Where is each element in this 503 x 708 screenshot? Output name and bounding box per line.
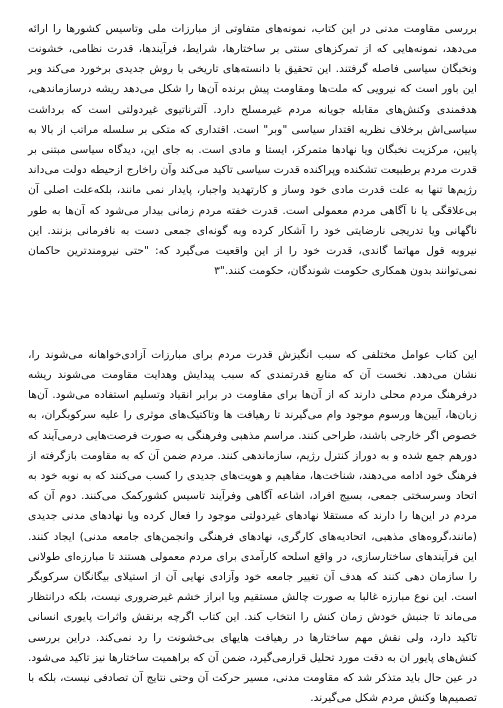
- paragraph-people-power-factors: این کتاب عوامل مختلفی که سبب انگیزش قدرت مردم برای مبارزات آزادی‌خواهانه می‌شوند را، نشان می‌دهد. نخست آن که منابع قدرتمندی که سبب پیدایش وهدایت مقاومت می‌شوند ریشه درفرهنگ مردم محلی دارند که از آن‌ها برای مقاومت در برابر انقیاد وتسلیم استفاده می‌شود. آن‌ها زبان‌ها، آیین‌ها ورسوم موجود وام می‌گیرند تا رهیافت ها وتاکتیک‌های موثری را علیه سرکوبگران، به خصوص اگر خارجی باشند، طراحی کنند. مراسم مذهبی وفرهنگی به صورت فرصت‌هایی درمی‌آیند که دورهم جمع شده و به دوراز کنترل رژیم، سازماندهی کنند. مردم ضمن آن که به مقاومت بازگرفته از فرهنگ خود ادامه می‌دهند، شناخت‌ها، مفاهیم و هویت‌های جدیدی را کسب می‌کنند که به نوبه خود به اتحاد وسرسختی جمعی، بسیج افراد، اشاعه آگاهی وفرآیند تاسیس کشورکمک می‌کنند. دوم آن که مردم در این‌ها را دارند که مستقلا نهادهای غیردولتی موجود را فعال کرده ویا نهادهای مدنی جدیدی (مانند،گروه‌های مذهبی، اتحادیه‌های کارگری، نهادهای فرهنگی وانجمن‌های جامعه مدنی) ایجاد کنند. این فرآیندهای ساختارسازی، در واقع اسلحه کارآمدی برای مردم معمولی هستند تا مبارزه‌ای طولانی را سازمان دهی کنند که هدف آن تغییر جامعه خود وآزادی نهایی آن از استیلای بیگانگان سرکوبگر است. این نوع مبارزه غالبا به صورت چالش مستقیم ویا ابراز خشم غیرضروری نیست، بلکه درانتظار می‌ماند تا جنبش خودش زمان کنش را انتخاب کند. این کتاب اگرچه برنقش واثرات پایوری انسانی تاکید دارد، ولی نقش مهم ساختارها در رهیافت هایهای بی‌خشونت را رد نمی‌کند. دراین بررسی کنش‌های پایور ان به دقت مورد تحلیل قرارمی‌گیرد، ضمن آن که براهمیت ساختارها نیز تاکید می‌شود. در عین حال باید متذکر شد که مقاومت مدنی، مسیر حرکت آن وحتی نتایج آن تصادفی نیست، بلکه با تصمیم‌ها وکنش مردم شکل می‌گیرند.: [28, 347, 477, 705]
- paragraph-civil-resistance: بررسی مقاومت مدنی در این کتاب، نمونه‌های متفاوتی از مبارزات ملی وتاسیس کشورها را ارائه می‌دهد، نمونه‌هایی که از تمرکزهای سنتی بر ساختارها، شرایط، فرآیندها، قدرت نظامی، خشونت ونخبگان سیاسی فاصله گرفتند. این تحقیق با دانسته‌های تاریخی با روش جدیدی برخورد می‌کند وبر این باور است که نیرویی که ملت‌ها ومقاومت پیش برنده آن‌ها را شکل می‌دهد ریشه درسازماندهی، هدفمندی وکنش‌های مقابله جویانه مردم غیرمسلح دارد. آلترناتیوی غیردولتی است که برداشت سیاسی‌اش برخلاف نظریه اقتدار سیاسی "وبر" است. اقتداری که متکی بر سلسله مراتب از بالا به پایین، مرکزیت نخبگان ویا نهادها متمرکز، ایستا و مادی است. به جای این، دیدگاه سیاسی مبتنی بر قدرت مردم برطبیعت تشکنده وپراکنده قدرت سیاسی تاکید می‌کند وآن راخارج ازحیطه دولت می‌داند رژیم‌ها تنها به علت قدرت مادی خود وساز و کارتهدید واجبار، پایدار نمی مانند، بلکه‌علت اصلی آن بی‌علاقگی یا نا آگاهی مردم معمولی است. قدرت خفته مردم زمانی بیدار می‌شود که آن‌ها به طور ناگهانی ویا تدریجی نارضایتی خود را آشکار کرده وبه گونه‌ای جمعی دست به نافرمانی بزنند. این نیروبه قول مهاتما گاندی، قدرت خود را از این واقعیت می‌گیرد که: "حتی نیرومندترین حاکمان نمی‌توانند بدون همکاری حکومت شوندگان، حکومت کنند."۳: [28, 21, 477, 278]
